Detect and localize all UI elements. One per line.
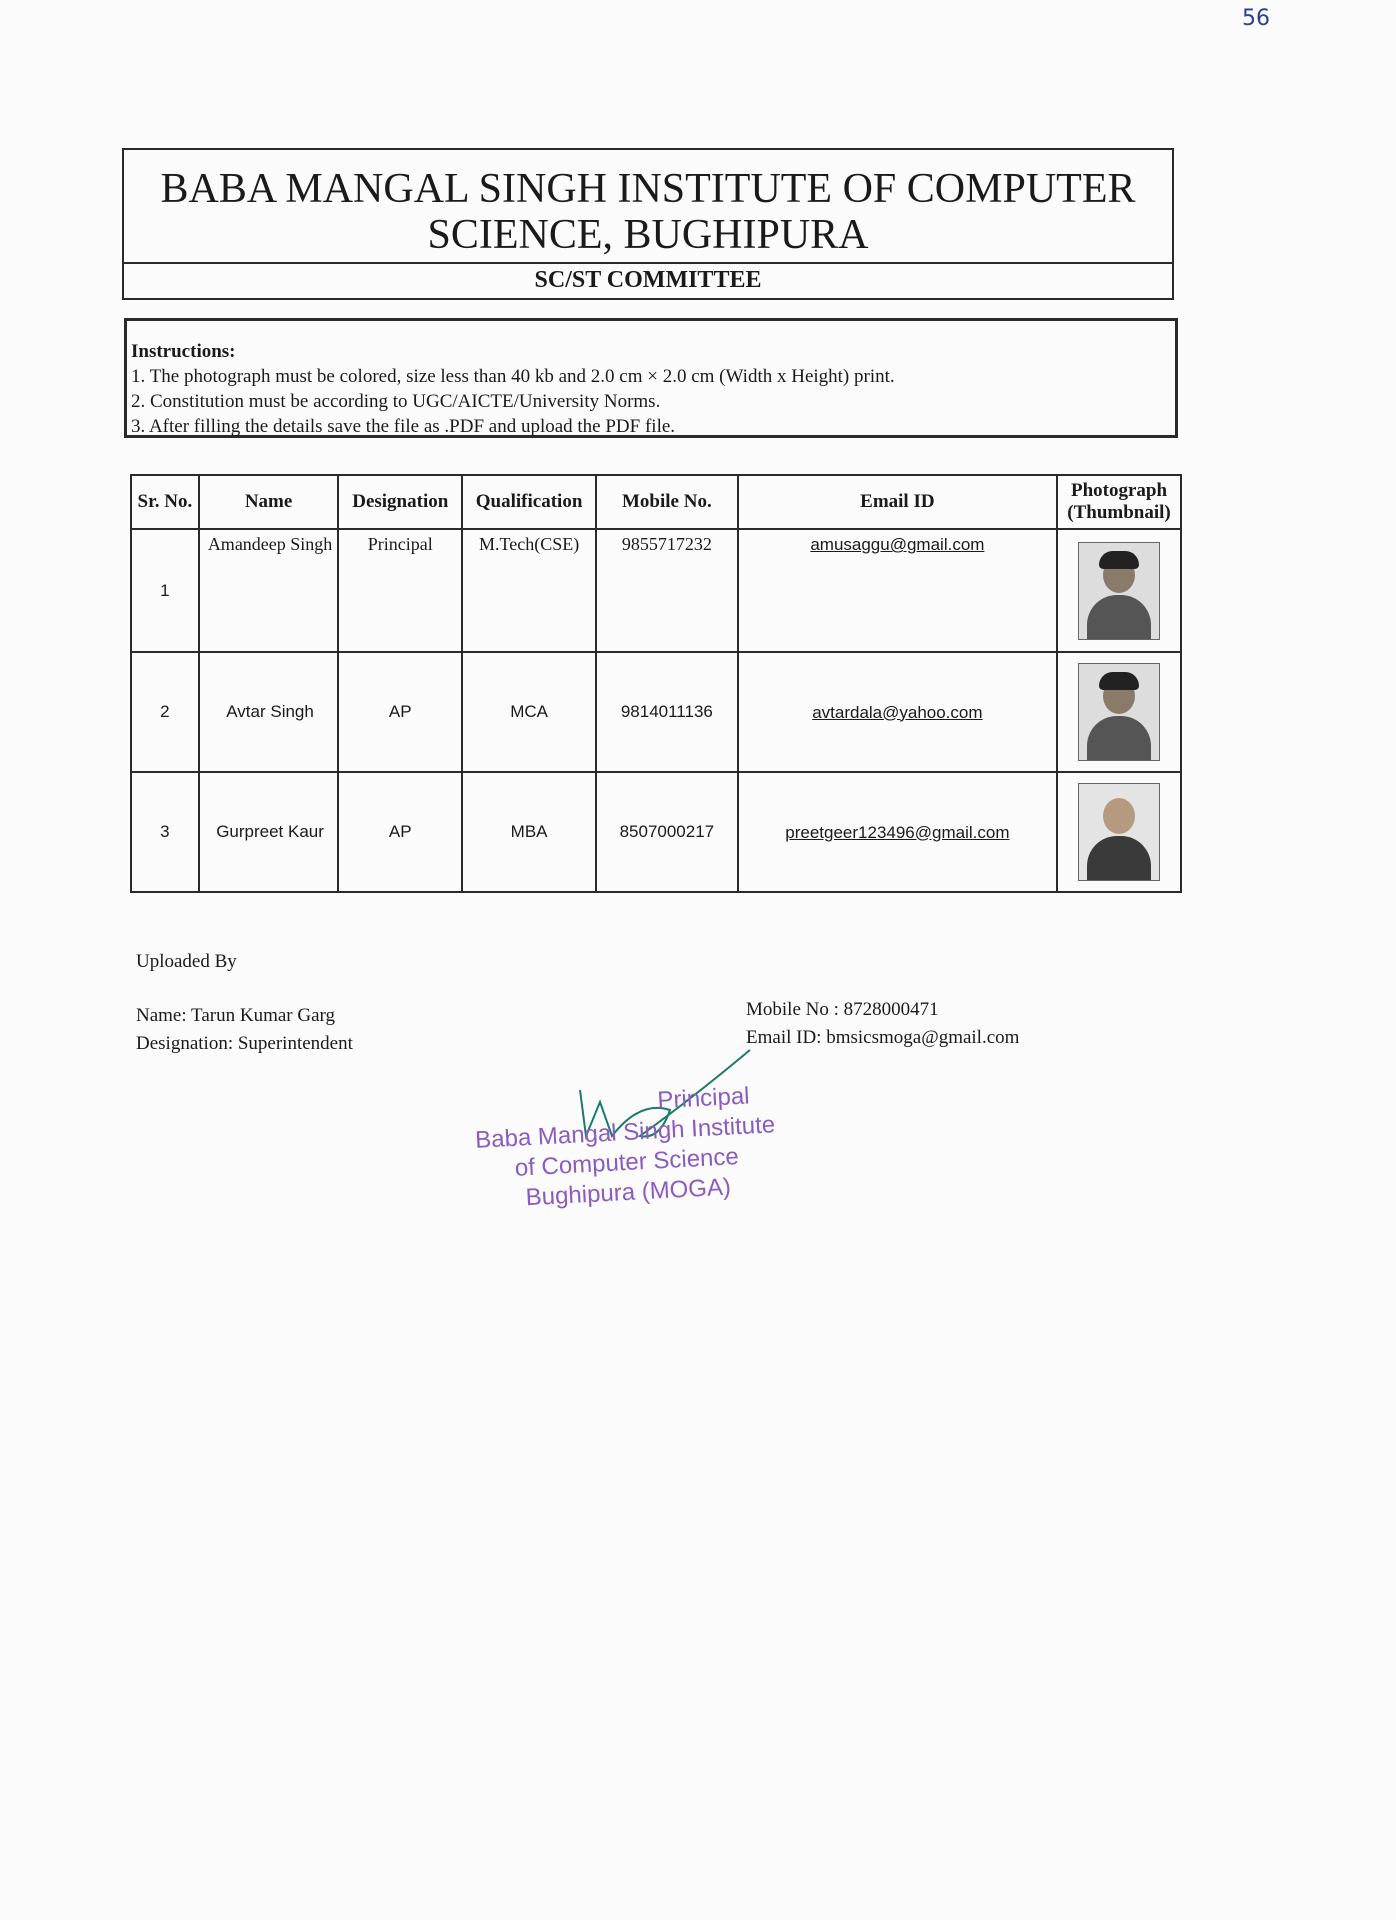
cell-name: Gurpreet Kaur [199, 772, 339, 892]
cell-qualification: M.Tech(CSE) [462, 529, 596, 652]
header-email: Email ID [738, 475, 1057, 529]
cell-photograph [1057, 652, 1181, 772]
cell-designation: AP [338, 772, 462, 892]
contact-block [746, 996, 1019, 1052]
instruction-item: 1. The photograph must be colored, size less than 40 kb and 2.0 cm × 2.0 cm (Width x Height) print. [131, 366, 895, 387]
email-link[interactable]: avtardala@yahoo.com [812, 702, 983, 722]
institute-stamp [443, 1079, 809, 1218]
instructions-title: Instructions: [131, 341, 236, 362]
uploaded-by-block [136, 948, 353, 1058]
cell-email [738, 652, 1057, 772]
table-row [131, 772, 1181, 892]
page-number-mark: 56 [1242, 6, 1270, 31]
table-row [131, 529, 1181, 652]
cell-name: Amandeep Singh [199, 529, 339, 652]
table-header-row [131, 475, 1181, 529]
member-photo [1078, 542, 1160, 640]
email-link[interactable]: preetgeer123496@gmail.com [785, 822, 1010, 842]
institute-header [122, 148, 1174, 300]
cell-sr-no: 3 [131, 772, 199, 892]
cell-designation: Principal [338, 529, 462, 652]
cell-qualification: MCA [462, 652, 596, 772]
stamp-line: Baba Mangal Singh Institute [474, 1111, 776, 1154]
committee-title: SC/ST COMMITTEE [124, 262, 1172, 298]
contact-mobile: Mobile No : 8728000471 [746, 999, 939, 1020]
committee-members-table [130, 474, 1182, 893]
header-name: Name [199, 475, 339, 529]
cell-sr-no: 1 [131, 529, 199, 652]
cell-name: Avtar Singh [199, 652, 339, 772]
stamp-line: of Computer Science [514, 1143, 740, 1182]
header-qualification: Qualification [462, 475, 596, 529]
cell-photograph [1057, 772, 1181, 892]
stamp-line: Principal [656, 1082, 751, 1115]
header-sr-no: Sr. No. [131, 475, 199, 529]
instruction-item: 2. Constitution must be according to UGC/AICTE/University Norms. [131, 391, 661, 412]
cell-email [738, 772, 1057, 892]
cell-sr-no: 2 [131, 652, 199, 772]
cell-qualification: MBA [462, 772, 596, 892]
table-row [131, 652, 1181, 772]
header-designation: Designation [338, 475, 462, 529]
cell-email [738, 529, 1057, 652]
header-photograph: Photograph (Thumbnail) [1057, 475, 1181, 529]
cell-photograph [1057, 529, 1181, 652]
cell-mobile: 9814011136 [596, 652, 738, 772]
uploaded-by-label: Uploaded By [136, 951, 237, 972]
cell-designation: AP [338, 652, 462, 772]
cell-mobile: 9855717232 [596, 529, 738, 652]
uploader-name: Name: Tarun Kumar Garg [136, 1005, 335, 1026]
member-photo [1078, 663, 1160, 761]
contact-email: Email ID: bmsicsmoga@gmail.com [746, 1027, 1020, 1048]
uploader-designation: Designation: Superintendent [136, 1033, 353, 1054]
institute-title: BABA MANGAL SINGH INSTITUTE OF COMPUTER SCIENCE, BUGHIPURA [160, 166, 1136, 258]
cell-mobile: 8507000217 [596, 772, 738, 892]
email-link[interactable]: amusaggu@gmail.com [810, 535, 985, 554]
stamp-line: Bughipura (MOGA) [525, 1173, 732, 1212]
instructions-box [124, 318, 1178, 438]
member-photo [1078, 783, 1160, 881]
instruction-item: 3. After filling the details save the file as .PDF and upload the PDF file. [131, 416, 676, 437]
header-mobile: Mobile No. [596, 475, 738, 529]
